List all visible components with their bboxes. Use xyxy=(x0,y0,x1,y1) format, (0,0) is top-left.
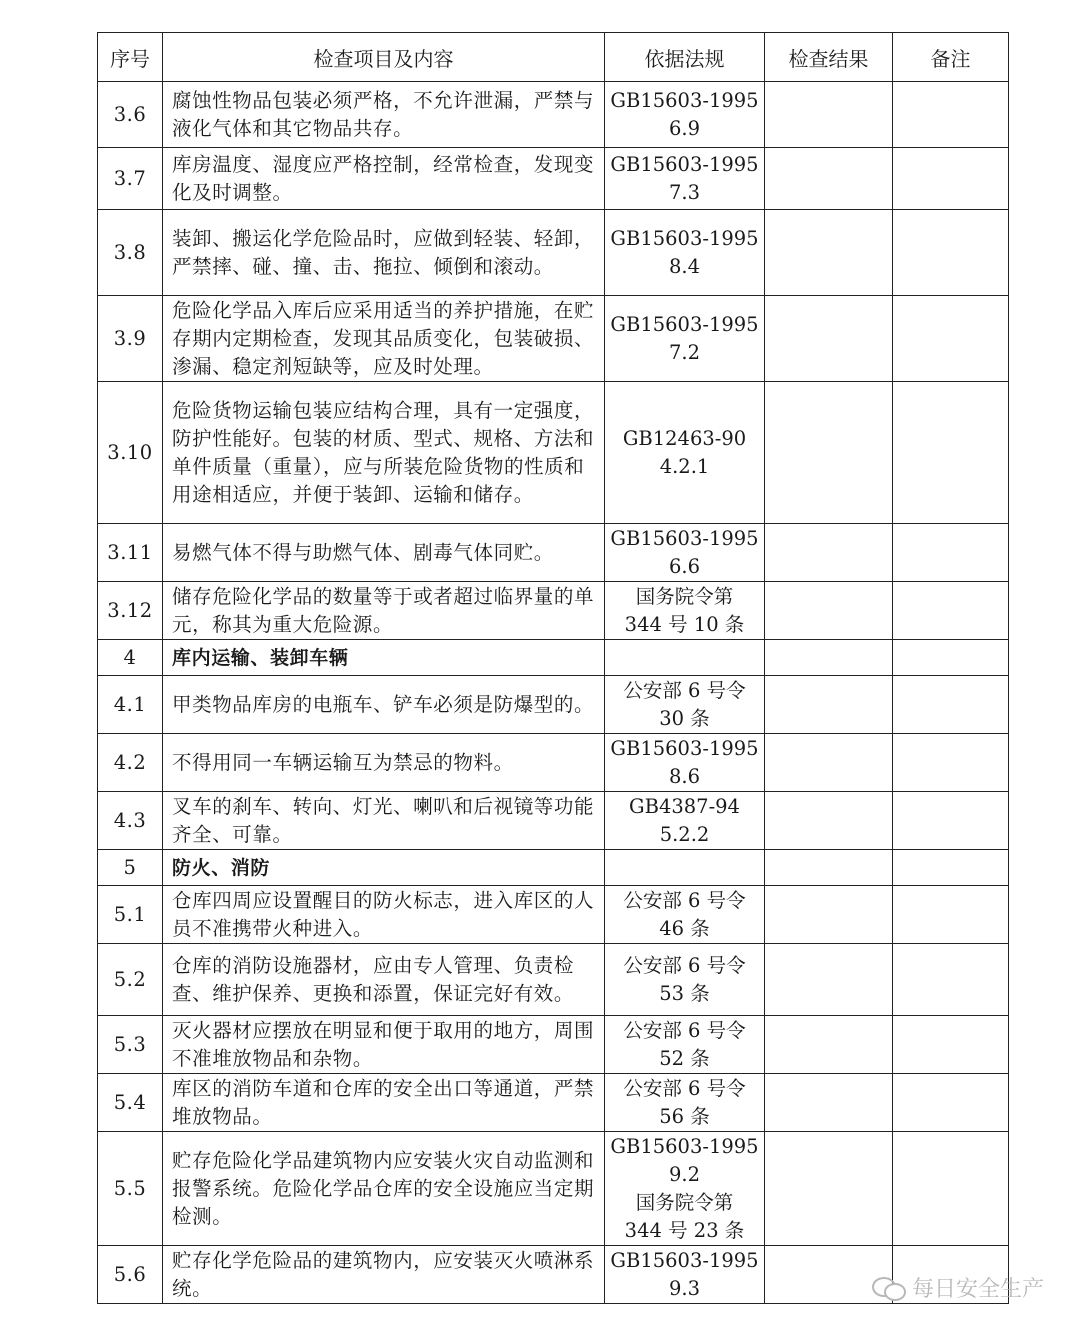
law-line: 公安部 6 号令 xyxy=(623,1076,746,1100)
remark-cell[interactable] xyxy=(893,850,1009,886)
table-row xyxy=(98,1016,1009,1074)
law-reference xyxy=(605,524,765,582)
remark-cell[interactable] xyxy=(893,1132,1009,1246)
law-line: 56 条 xyxy=(659,1104,710,1128)
result-cell[interactable] xyxy=(765,640,893,676)
row-number: 5.3 xyxy=(98,1016,163,1074)
row-number: 4 xyxy=(98,640,163,676)
law-line: 9.3 xyxy=(668,1276,700,1300)
item-content: 腐蚀性物品包装必须严格，不允许泄漏，严禁与液化气体和其它物品共存。 xyxy=(163,82,605,148)
item-content: 甲类物品库房的电瓶车、铲车必须是防爆型的。 xyxy=(163,676,605,734)
remark-cell[interactable] xyxy=(893,886,1009,944)
law-reference xyxy=(605,886,765,944)
row-number: 5.5 xyxy=(98,1132,163,1246)
row-number: 3.12 xyxy=(98,582,163,640)
result-cell[interactable] xyxy=(765,1074,893,1132)
remark-cell[interactable] xyxy=(893,640,1009,676)
table-row xyxy=(98,1074,1009,1132)
row-number: 3.8 xyxy=(98,210,163,296)
law-reference xyxy=(605,1016,765,1074)
law-line: 344 号 10 条 xyxy=(624,612,745,636)
remark-cell[interactable] xyxy=(893,148,1009,210)
law-reference xyxy=(605,792,765,850)
remark-cell[interactable] xyxy=(893,1074,1009,1132)
law-line: 5.2.2 xyxy=(659,822,710,846)
law-line: 公安部 6 号令 xyxy=(623,953,746,977)
result-cell[interactable] xyxy=(765,296,893,382)
header-seq: 序号 xyxy=(98,33,163,82)
table-row xyxy=(98,524,1009,582)
remark-cell[interactable] xyxy=(893,296,1009,382)
header-result: 检查结果 xyxy=(765,33,893,82)
section-title: 防火、消防 xyxy=(163,850,605,886)
watermark xyxy=(872,1272,1044,1303)
law-reference xyxy=(605,582,765,640)
row-number: 5 xyxy=(98,850,163,886)
law-line: GB15603-1995 xyxy=(610,152,759,176)
law-reference xyxy=(605,1132,765,1246)
law-line: GB4387-94 xyxy=(629,794,740,818)
remark-cell[interactable] xyxy=(893,1016,1009,1074)
item-content: 不得用同一车辆运输互为禁忌的物料。 xyxy=(163,734,605,792)
item-content: 库区的消防车道和仓库的安全出口等通道，严禁堆放物品。 xyxy=(163,1074,605,1132)
remark-cell[interactable] xyxy=(893,82,1009,148)
remark-cell[interactable] xyxy=(893,382,1009,524)
law-reference xyxy=(605,850,765,886)
wechat-icon xyxy=(872,1275,906,1301)
result-cell[interactable] xyxy=(765,1016,893,1074)
law-line: 46 条 xyxy=(659,916,710,940)
table-row xyxy=(98,82,1009,148)
law-reference xyxy=(605,1246,765,1304)
item-content: 危险货物运输包装应结构合理，具有一定强度，防护性能好。包装的材质、型式、规格、方法和单件质量（重量），应与所装危险货物的性质和用途相适应，并便于装卸、运输和储存。 xyxy=(163,382,605,524)
law-line: GB15603-1995 xyxy=(610,312,759,336)
section-row xyxy=(98,850,1009,886)
item-content: 易燃气体不得与助燃气体、剧毒气体同贮。 xyxy=(163,524,605,582)
table-row xyxy=(98,210,1009,296)
result-cell[interactable] xyxy=(765,886,893,944)
table-row xyxy=(98,944,1009,1016)
remark-cell[interactable] xyxy=(893,734,1009,792)
item-content: 库房温度、湿度应严格控制，经常检查，发现变化及时调整。 xyxy=(163,148,605,210)
law-line: 国务院令第 xyxy=(635,584,734,608)
row-number: 3.9 xyxy=(98,296,163,382)
law-line: 6.6 xyxy=(668,554,700,578)
law-reference xyxy=(605,944,765,1016)
row-number: 3.7 xyxy=(98,148,163,210)
row-number: 5.2 xyxy=(98,944,163,1016)
remark-cell[interactable] xyxy=(893,792,1009,850)
table-header-row xyxy=(98,33,1009,82)
law-line: 52 条 xyxy=(659,1046,710,1070)
row-number: 4.1 xyxy=(98,676,163,734)
row-number: 5.6 xyxy=(98,1246,163,1304)
law-line: 8.6 xyxy=(668,764,700,788)
row-number: 5.1 xyxy=(98,886,163,944)
law-line: 30 条 xyxy=(659,706,710,730)
law-reference xyxy=(605,676,765,734)
result-cell[interactable] xyxy=(765,524,893,582)
law-line: 公安部 6 号令 xyxy=(623,1018,746,1042)
item-content: 仓库四周应设置醒目的防火标志，进入库区的人员不准携带火种进入。 xyxy=(163,886,605,944)
law-line: GB12463-90 xyxy=(622,426,747,450)
result-cell[interactable] xyxy=(765,210,893,296)
law-reference xyxy=(605,640,765,676)
remark-cell[interactable] xyxy=(893,210,1009,296)
inspection-table xyxy=(97,32,1009,1304)
law-reference xyxy=(605,296,765,382)
item-content: 危险化学品入库后应采用适当的养护措施，在贮存期内定期检查，发现其品质变化，包装破损、渗漏、稳定剂短缺等，应及时处理。 xyxy=(163,296,605,382)
row-number: 3.10 xyxy=(98,382,163,524)
law-line: 7.3 xyxy=(668,180,700,204)
row-number: 3.11 xyxy=(98,524,163,582)
result-cell[interactable] xyxy=(765,82,893,148)
law-line: 8.4 xyxy=(668,254,700,278)
item-content: 贮存化学危险品的建筑物内，应安装灭火喷淋系统。 xyxy=(163,1246,605,1304)
result-cell[interactable] xyxy=(765,944,893,1016)
result-cell[interactable] xyxy=(765,676,893,734)
item-content: 贮存危险化学品建筑物内应安装火灾自动监测和报警系统。危险化学品仓库的安全设施应当定期检测。 xyxy=(163,1132,605,1246)
law-line: GB15603-1995 xyxy=(610,526,759,550)
result-cell[interactable] xyxy=(765,382,893,524)
law-line: 344 号 23 条 xyxy=(624,1218,745,1242)
remark-cell[interactable] xyxy=(893,524,1009,582)
law-line: 4.2.1 xyxy=(659,454,710,478)
section-title: 库内运输、装卸车辆 xyxy=(163,640,605,676)
law-line: 7.2 xyxy=(668,340,700,364)
law-reference xyxy=(605,382,765,524)
law-line: GB15603-1995 xyxy=(610,736,759,760)
item-content: 叉车的刹车、转向、灯光、喇叭和后视镜等功能齐全、可靠。 xyxy=(163,792,605,850)
result-cell[interactable] xyxy=(765,792,893,850)
law-line: 53 条 xyxy=(659,981,710,1005)
row-number: 4.2 xyxy=(98,734,163,792)
remark-cell[interactable] xyxy=(893,582,1009,640)
table-row xyxy=(98,792,1009,850)
section-row xyxy=(98,640,1009,676)
row-number: 3.6 xyxy=(98,82,163,148)
law-line: 国务院令第 xyxy=(635,1190,734,1214)
row-number: 5.4 xyxy=(98,1074,163,1132)
item-content: 仓库的消防设施器材，应由专人管理、负责检查、维护保养、更换和添置，保证完好有效。 xyxy=(163,944,605,1016)
header-item: 检查项目及内容 xyxy=(163,33,605,82)
law-line: 公安部 6 号令 xyxy=(623,678,746,702)
table-row xyxy=(98,734,1009,792)
table-row xyxy=(98,886,1009,944)
item-content: 灭火器材应摆放在明显和便于取用的地方，周围不准堆放物品和杂物。 xyxy=(163,1016,605,1074)
row-number: 4.3 xyxy=(98,792,163,850)
item-content: 装卸、搬运化学危险品时，应做到轻装、轻卸，严禁摔、碰、撞、击、拖拉、倾倒和滚动。 xyxy=(163,210,605,296)
table-row xyxy=(98,296,1009,382)
law-line: 公安部 6 号令 xyxy=(623,888,746,912)
watermark-text: 每日安全生产 xyxy=(911,1277,1044,1302)
law-reference xyxy=(605,82,765,148)
law-reference xyxy=(605,148,765,210)
law-line: 6.9 xyxy=(668,116,700,140)
table-row xyxy=(98,582,1009,640)
law-line: GB15603-1995 xyxy=(610,226,759,250)
table-row xyxy=(98,676,1009,734)
table-row xyxy=(98,382,1009,524)
table-row xyxy=(98,148,1009,210)
header-remark: 备注 xyxy=(893,33,1009,82)
law-line: GB15603-1995 xyxy=(610,1248,759,1272)
result-cell[interactable] xyxy=(765,850,893,886)
result-cell[interactable] xyxy=(765,734,893,792)
result-cell[interactable] xyxy=(765,582,893,640)
remark-cell[interactable] xyxy=(893,676,1009,734)
law-line: GB15603-1995 xyxy=(610,88,759,112)
remark-cell[interactable] xyxy=(893,944,1009,1016)
law-reference xyxy=(605,1074,765,1132)
result-cell[interactable] xyxy=(765,1132,893,1246)
law-reference xyxy=(605,734,765,792)
table-row xyxy=(98,1132,1009,1246)
item-content: 储存危险化学品的数量等于或者超过临界量的单元，称其为重大危险源。 xyxy=(163,582,605,640)
result-cell[interactable] xyxy=(765,148,893,210)
law-line: 9.2 xyxy=(668,1162,700,1186)
law-reference xyxy=(605,210,765,296)
law-line: GB15603-1995 xyxy=(610,1134,759,1158)
header-law: 依据法规 xyxy=(605,33,765,82)
